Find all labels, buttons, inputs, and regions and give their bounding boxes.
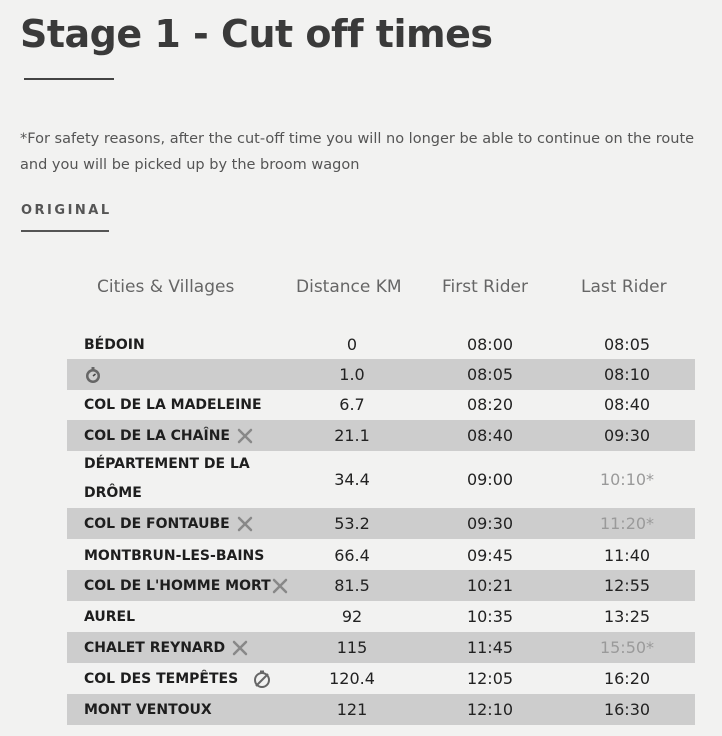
table-row xyxy=(67,632,695,663)
page-title: Stage 1 - Cut off times xyxy=(20,12,493,56)
city-name: COL DE LA MADELEINE xyxy=(84,396,262,413)
city-name: AUREL xyxy=(84,608,136,625)
table-header xyxy=(0,277,722,299)
stopwatch-icon xyxy=(84,366,102,384)
distance-cell: 53.2 xyxy=(334,514,370,533)
city-name: MONTBRUN-LES-BAINS xyxy=(84,547,265,564)
distance-cell: 92 xyxy=(341,607,363,626)
last-rider-cell: 16:30 xyxy=(603,700,651,719)
distance-cell: 1.0 xyxy=(339,365,365,384)
table-row xyxy=(67,420,695,451)
city-name: COL DE FONTAUBE xyxy=(84,508,254,539)
city-name xyxy=(84,359,102,390)
first-rider-cell: 12:10 xyxy=(466,700,514,719)
column-header-first-rider: First Rider xyxy=(442,277,528,297)
first-rider-cell: 08:20 xyxy=(466,395,514,414)
first-rider-cell: 09:30 xyxy=(466,514,514,533)
distance-cell: 120.4 xyxy=(329,669,375,688)
last-rider-cell: 10:10* xyxy=(599,469,655,489)
title-underline xyxy=(24,78,114,80)
city-name: COL DES TEMPÊTES xyxy=(84,663,272,694)
column-header-distance: Distance KM xyxy=(296,277,402,297)
last-rider-cell: 11:40 xyxy=(603,546,651,565)
city-name: MONT VENTOUX xyxy=(84,701,212,718)
city-name: COL DE L'HOMME MORT xyxy=(84,570,289,601)
last-rider-cell: 15:50* xyxy=(599,638,655,657)
distance-cell: 115 xyxy=(336,638,368,657)
distance-cell: 121 xyxy=(336,700,368,719)
table-row xyxy=(67,694,695,725)
last-rider-cell: 08:10 xyxy=(603,365,651,384)
last-rider-cell: 08:05 xyxy=(603,335,651,354)
last-rider-cell: 08:40 xyxy=(603,395,651,414)
distance-cell: 21.1 xyxy=(334,426,370,445)
first-rider-cell: 08:40 xyxy=(466,426,514,445)
distance-cell: 34.4 xyxy=(334,469,370,489)
last-rider-cell: 11:20* xyxy=(599,514,655,533)
feed-zone-icon xyxy=(271,577,289,595)
table-row xyxy=(67,601,695,632)
timing-icon xyxy=(252,669,272,689)
first-rider-cell: 12:05 xyxy=(466,669,514,688)
first-rider-cell: 08:05 xyxy=(466,365,514,384)
table-row xyxy=(67,663,695,694)
city-name: BÉDOIN xyxy=(84,336,145,353)
section-label: ORIGINAL xyxy=(21,203,112,218)
table-row xyxy=(67,570,695,601)
last-rider-cell: 16:20 xyxy=(603,669,651,688)
city-name: DÉPARTEMENT DE LA DRÔME xyxy=(84,456,250,501)
table-row xyxy=(67,329,695,360)
first-rider-cell: 09:00 xyxy=(466,469,514,489)
city-name: CHALET REYNARD xyxy=(84,632,249,663)
table-row xyxy=(67,389,695,420)
last-rider-cell: 12:55 xyxy=(603,576,651,595)
first-rider-cell: 09:45 xyxy=(466,546,514,565)
distance-cell: 0 xyxy=(346,335,358,354)
table-row xyxy=(67,508,695,539)
first-rider-cell: 11:45 xyxy=(466,638,514,657)
first-rider-cell: 10:35 xyxy=(466,607,514,626)
distance-cell: 6.7 xyxy=(339,395,365,414)
distance-cell: 81.5 xyxy=(334,576,370,595)
table-row xyxy=(67,359,695,390)
column-header-last-rider: Last Rider xyxy=(581,277,667,297)
feed-zone-icon xyxy=(236,515,254,533)
last-rider-cell: 13:25 xyxy=(603,607,651,626)
city-name: COL DE LA CHAÎNE xyxy=(84,420,254,451)
safety-note: *For safety reasons, after the cut-off time you will no longer be able to continue on the route and you will be picked up by the broom wagon xyxy=(20,131,695,173)
first-rider-cell: 10:21 xyxy=(466,576,514,595)
table-row xyxy=(67,540,695,571)
column-header-city: Cities & Villages xyxy=(97,277,235,297)
feed-zone-icon xyxy=(236,427,254,445)
feed-zone-icon xyxy=(231,639,249,657)
table-row xyxy=(67,450,695,508)
distance-cell: 66.4 xyxy=(334,546,370,565)
last-rider-cell: 09:30 xyxy=(603,426,651,445)
section-underline xyxy=(21,230,109,232)
first-rider-cell: 08:00 xyxy=(466,335,514,354)
